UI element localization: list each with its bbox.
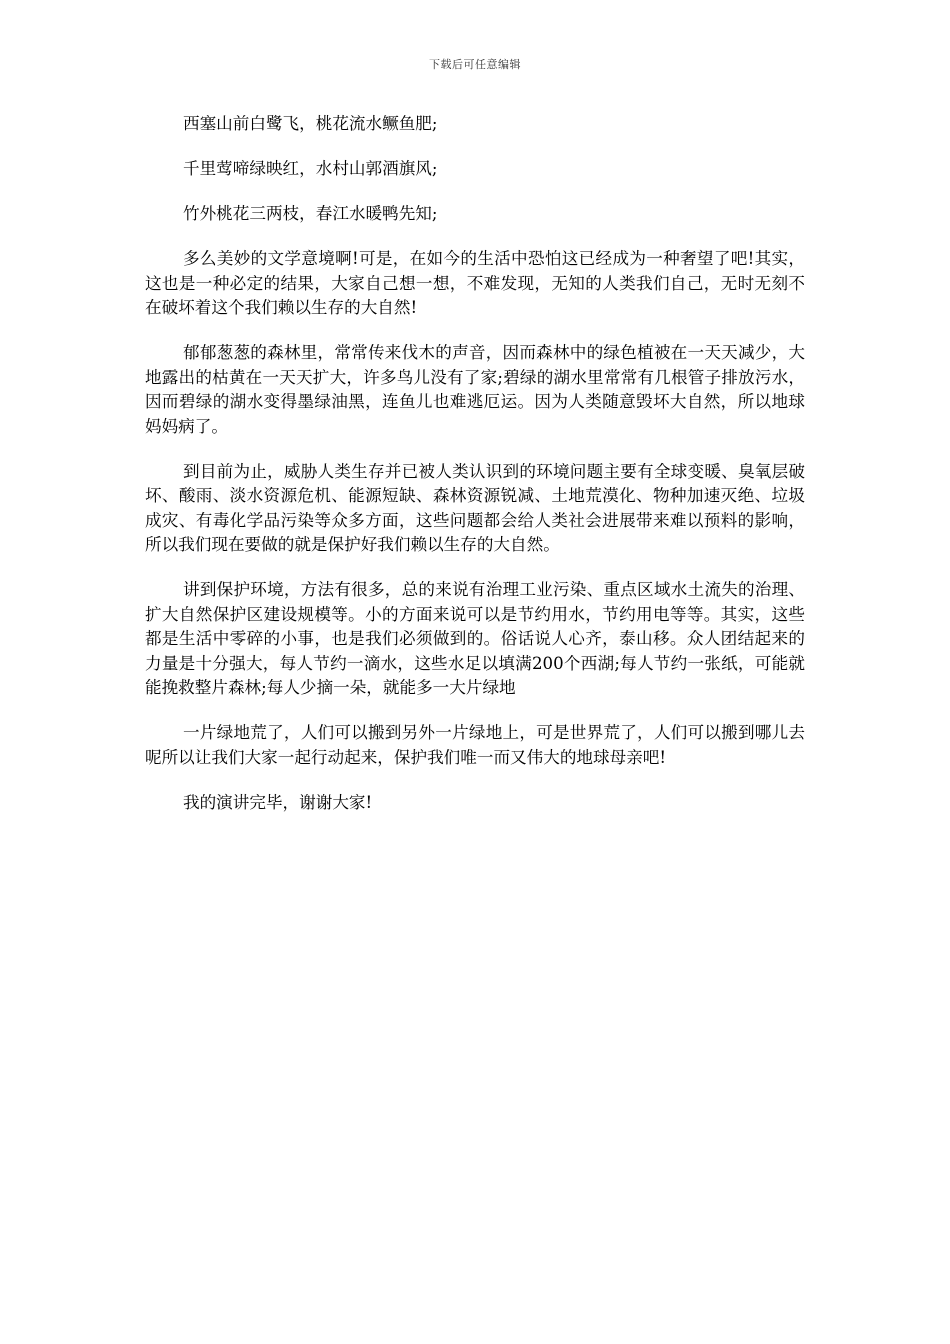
paragraph-closing: 我的演讲完毕，谢谢大家! [183,792,373,812]
page-header: 下载后可任意编辑 [429,58,521,71]
paragraph-literary-mood: 多么美妙的文学意境啊!可是，在如今的生活中恐怕这已经成为一种奢望了吧!其实，这也是一种必定的结果，大家自己想一想，不难发现，无知的人类我们自己，无时无刻不在破坏着这个我们赖以生存的大自然! [145,249,805,317]
document-body [145,112,805,836]
paragraph-poem-line-1: 西塞山前白鹭飞，桃花流水鳜鱼肥; [183,114,438,133]
paragraph-call-to-action: 一片绿地荒了，人们可以搬到另外一片绿地上，可是世界荒了，人们可以搬到哪儿去呢所以让我们大家一起行动起来，保护我们唯一而又伟大的地球母亲吧! [145,723,805,767]
paragraph-poem-line-3: 竹外桃花三两枝，春江水暖鸭先知; [183,204,438,223]
paragraph-poem-line-2: 千里莺啼绿映红，水村山郭酒旗风; [183,159,438,178]
paragraph-protection-methods: 讲到保护环境，方法有很多，总的来说有治理工业污染、重点区域水土流失的治理、扩大自然保护区建设规模等。小的方面来说可以是节约用水，节约用电等等。其实，这些都是生活中零碎的小事，也是我们必须做到的。俗话说人心齐，泰山移。众人团结起来的力量是十分强大，每人节约一滴水，这些水足以填满200个西湖;每人节约一张纸，可能就能挽救整片森林;每人少摘一朵，就能多一大片绿地 [145,580,805,697]
paragraph-forest-lake: 郁郁葱葱的森林里，常常传来伐木的声音，因而森林中的绿色植被在一天天减少，大地露出的枯黄在一天天扩大，许多鸟儿没有了家;碧绿的湖水里常常有几根管子排放污水，因而碧绿的湖水变得墨绿油黑，连鱼儿也难逃厄运。因为人类随意毁坏大自然，所以地球妈妈病了。 [145,343,805,436]
paragraph-environmental-problems: 到目前为止，威胁人类生存并已被人类认识到的环境问题主要有全球变暖、臭氧层破坏、酸雨、淡水资源危机、能源短缺、森林资源锐减、土地荒漠化、物种加速灭绝、垃圾成灾、有毒化学品污染等众多方面，这些问题都会给人类社会进展带来难以预料的影响，所以我们现在要做的就是保护好我们赖以生存的大自然。 [145,461,805,554]
